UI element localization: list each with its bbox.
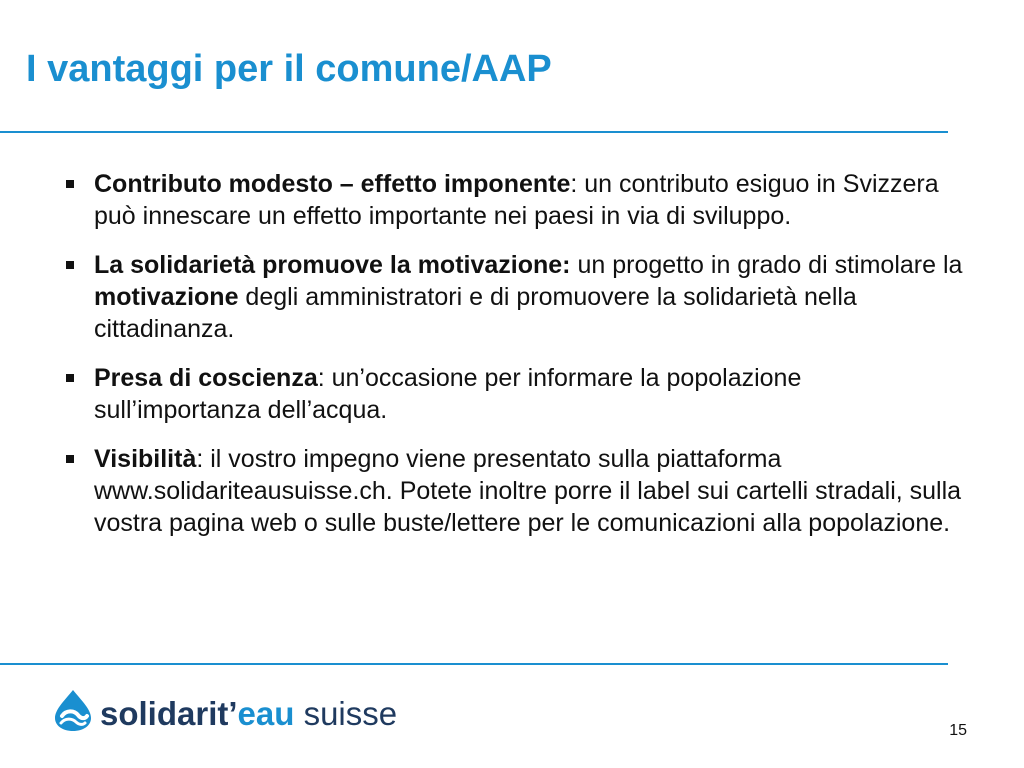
bullet-list: [66, 168, 966, 556]
footer-divider: [0, 663, 948, 665]
bullet-text: : un’occasione per informare la popolazione sull’importanza dell’acqua.: [94, 364, 802, 424]
square-bullet-icon: [66, 261, 74, 269]
square-bullet-icon: [66, 180, 74, 188]
bullet-item: [66, 249, 966, 345]
bullet-heading: Visibilità: [94, 445, 197, 473]
square-bullet-icon: [66, 455, 74, 463]
bullet-item: [66, 362, 966, 426]
bullet-text: degli amministratori e di promuovere la solidarietà nella cittadinanza.: [94, 283, 857, 343]
page-number: 15: [949, 722, 967, 739]
bullet-emphasis: motivazione: [94, 283, 239, 311]
bullet-item: [66, 168, 966, 232]
bullet-text: : un contributo esiguo in Svizzera può innescare un effetto importante nei paesi in via di sviluppo.: [94, 170, 939, 230]
bullet-text: un progetto in grado di stimolare la: [570, 251, 963, 279]
bullet-heading: La solidarietà promuove la motivazione:: [94, 251, 571, 279]
logo-word-suisse: suisse: [294, 695, 398, 732]
bullet-text: : il vostro impegno viene presentato sulla piattaforma www.solidariteausuisse.ch. Potete inoltre porre il label sui cartelli stradali, sulla vostra pagina web o sulle buste/lettere per le comunicazioni alla popolazione.: [94, 445, 962, 537]
title-divider: [0, 131, 948, 133]
logo-word-solidarit: solidarit’: [100, 695, 238, 732]
water-drop-swirl-icon: [52, 688, 94, 732]
slide-title: I vantaggi per il comune/AAP: [26, 48, 552, 90]
solidariteau-suisse-logo: [52, 688, 472, 738]
bullet-item: [66, 443, 966, 539]
logo-wordmark: [100, 694, 397, 734]
bullet-heading: Contributo modesto – effetto imponente: [94, 170, 571, 198]
bullet-heading: Presa di coscienza: [94, 364, 318, 392]
square-bullet-icon: [66, 374, 74, 382]
logo-word-eau: eau: [237, 695, 295, 732]
